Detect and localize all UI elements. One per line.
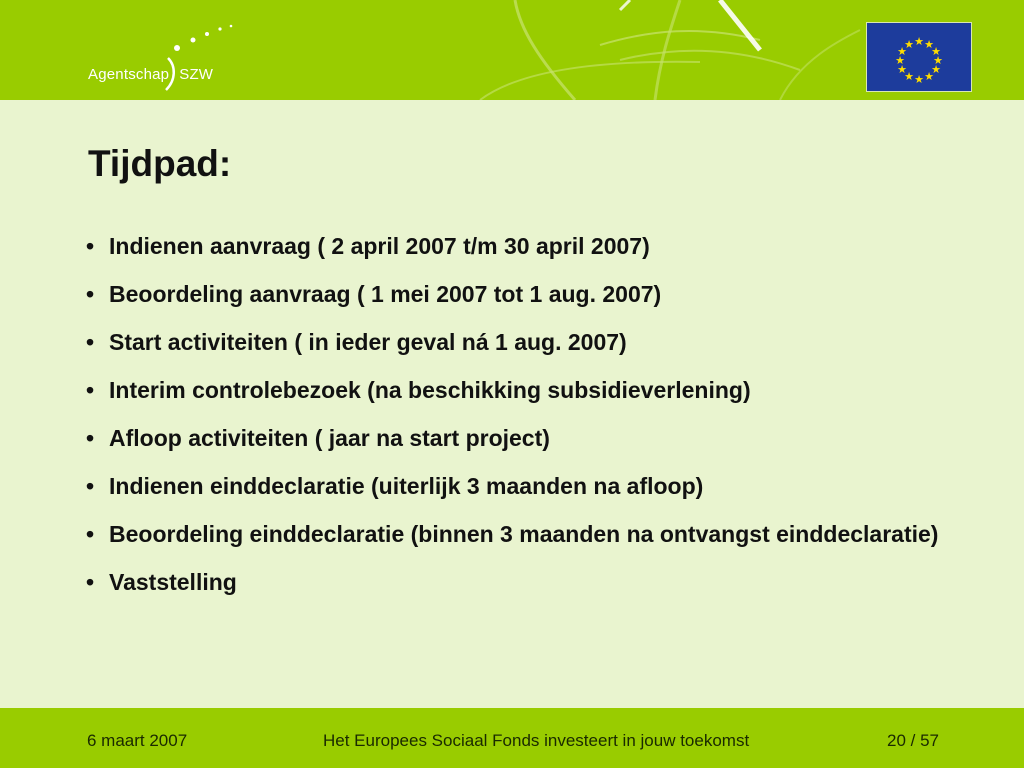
list-item: • Interim controlebezoek (na beschikking subsidieverlening) <box>86 366 986 414</box>
bullet-list <box>86 222 986 606</box>
list-item: • Beoordeling einddeclaratie (binnen 3 maanden na ontvangst einddeclaratie) <box>86 510 986 558</box>
eu-flag-icon <box>866 22 972 92</box>
svg-text:★: ★ <box>924 70 934 83</box>
svg-text:★: ★ <box>904 70 914 83</box>
bullet-icon: • <box>86 281 95 307</box>
slide-title: Tijdpad: <box>88 143 232 184</box>
svg-text:★: ★ <box>931 63 941 76</box>
list-item: • Afloop activiteiten ( jaar na start project) <box>86 414 986 462</box>
list-item: • Beoordeling aanvraag ( 1 mei 2007 tot 1 aug. 2007) <box>86 270 986 318</box>
bullet-icon: • <box>86 233 95 259</box>
footer-date: 6 maart 2007 <box>87 731 188 750</box>
header-bar <box>0 0 1024 100</box>
bullet-icon: • <box>86 377 95 403</box>
footer-bar <box>0 708 1024 768</box>
footer-tagline: Het Europees Sociaal Fonds investeert in jouw toekomst <box>323 731 750 750</box>
svg-text:★: ★ <box>931 45 941 58</box>
list-item: • Vaststelling <box>86 558 986 606</box>
bullet-icon: • <box>86 521 95 547</box>
bullet-icon: • <box>86 473 95 499</box>
list-item: • Indienen einddeclaratie (uiterlijk 3 maanden na afloop) <box>86 462 986 510</box>
svg-text:★: ★ <box>904 38 914 51</box>
list-item: • Start activiteiten ( in ieder geval ná 1 aug. 2007) <box>86 318 986 366</box>
svg-text:★: ★ <box>897 45 907 58</box>
svg-text:★: ★ <box>914 35 924 48</box>
logo-dots-icon <box>80 18 240 98</box>
svg-text:★: ★ <box>897 63 907 76</box>
bullet-icon: • <box>86 329 95 355</box>
logo-text: Agentschap SZW <box>88 66 214 83</box>
page-number: 20 / 57 <box>887 731 939 750</box>
svg-text:★: ★ <box>924 38 934 51</box>
svg-text:★: ★ <box>914 73 924 86</box>
svg-text:★: ★ <box>895 54 905 67</box>
svg-text:★: ★ <box>933 54 943 67</box>
bullet-icon: • <box>86 569 95 595</box>
agentschap-szw-logo <box>80 18 240 98</box>
bullet-icon: • <box>86 425 95 451</box>
list-item: • Indienen aanvraag ( 2 april 2007 t/m 30 april 2007) <box>86 222 986 270</box>
